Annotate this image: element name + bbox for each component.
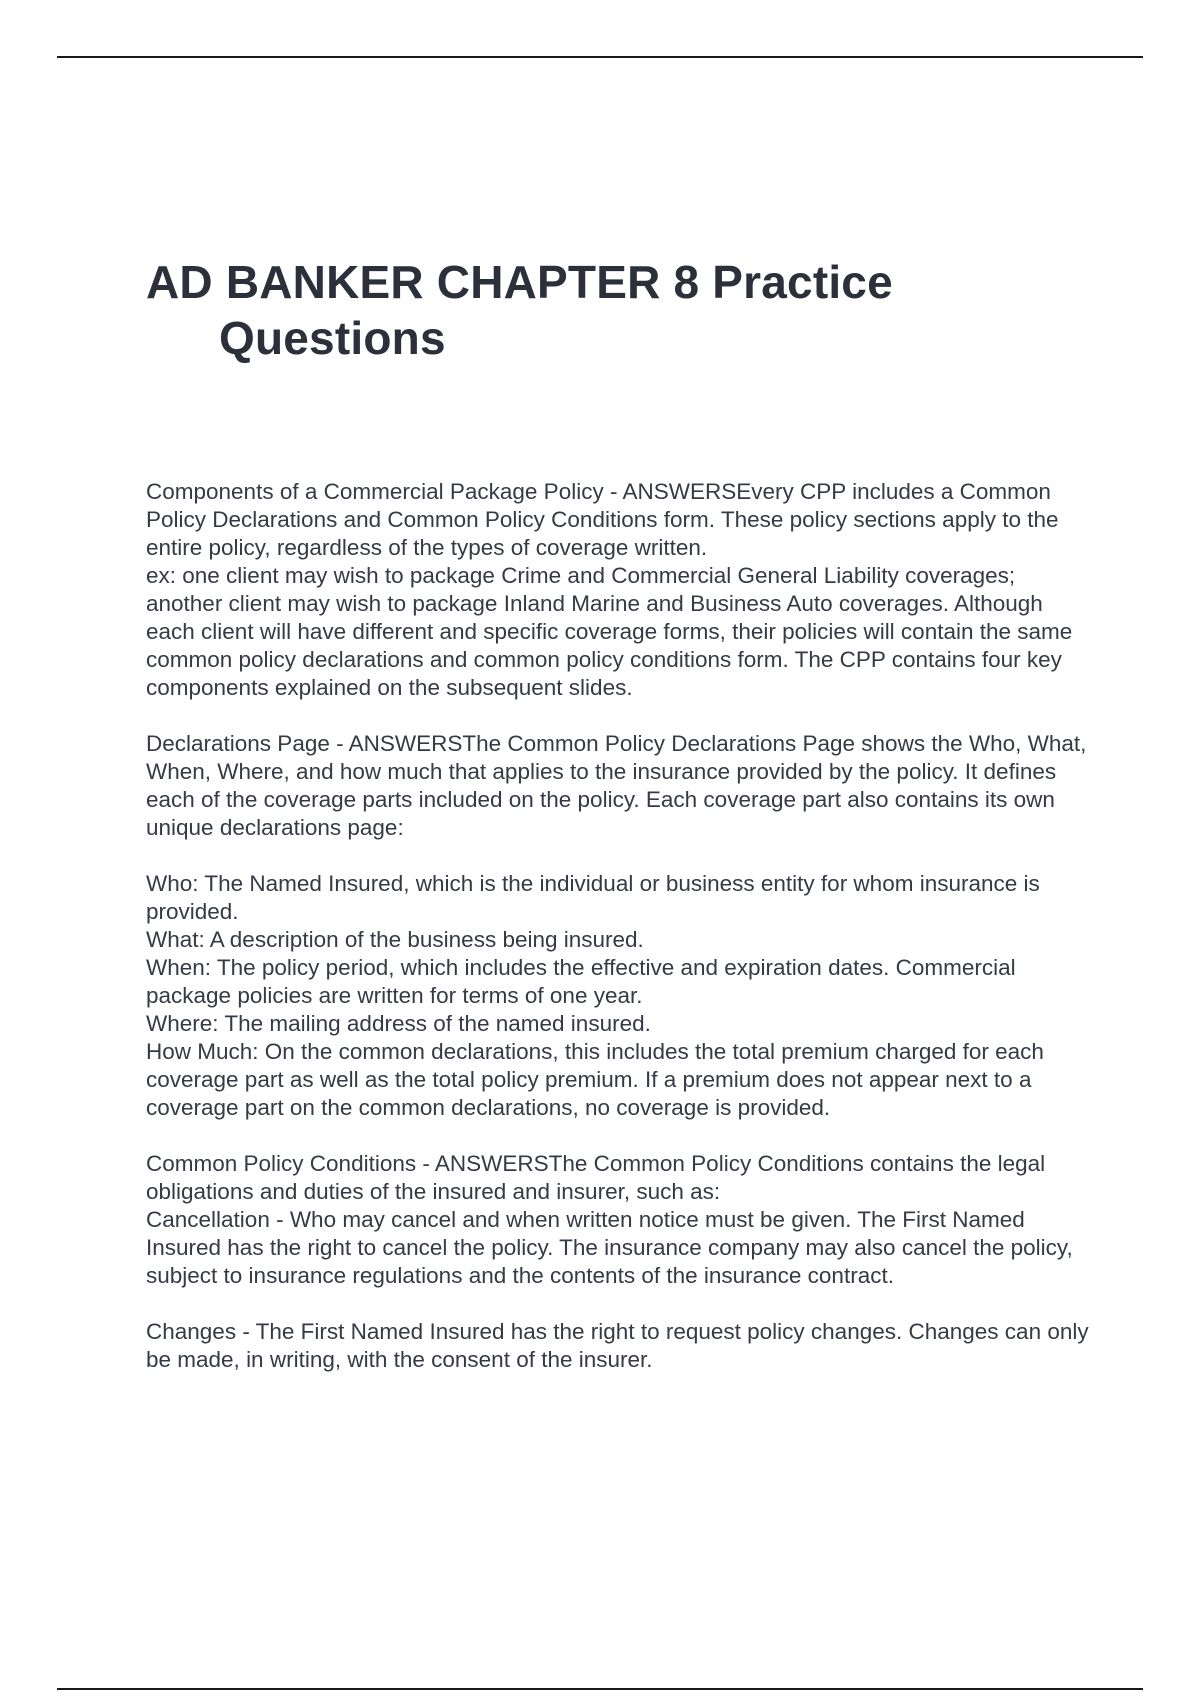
paragraph: Components of a Commercial Package Policy - ANSWERSEvery CPP includes a Common Policy Declarations and Common Policy Conditions form. These policy sections apply to the entire policy, regardless of the types of coverage written. <box>146 479 1059 560</box>
paragraph: When: The policy period, which includes the effective and expiration dates. Commercial package policies are written for terms of one year. <box>146 955 1016 1008</box>
page-title <box>146 254 1106 366</box>
page-title-line-1: AD BANKER CHAPTER 8 Practice <box>146 256 893 308</box>
page-title-line-2: Questions <box>219 312 446 364</box>
paragraph: Declarations Page - ANSWERSThe Common Policy Declarations Page shows the Who, What, When, Where, and how much that applies to the insurance provided by the policy. It defines each of the coverage parts included on the policy. Each coverage part also contains its own unique declarations page: <box>146 731 1087 840</box>
paragraph: ex: one client may wish to package Crime and Commercial General Liability coverages; another client may wish to package Inland Marine and Business Auto coverages. Although each client will have different and specific coverage forms, their policies will contain the same common policy declarations and common policy conditions form. The CPP contains four key components explained on the subsequent slides. <box>146 563 1073 700</box>
paragraph: Changes - The First Named Insured has the right to request policy changes. Changes can only be made, in writing, with the consent of the insurer. <box>146 1319 1089 1372</box>
paragraph: Where: The mailing address of the named insured. <box>146 1011 651 1036</box>
qa-block-changes <box>146 1318 1096 1374</box>
qa-block-declarations <box>146 730 1096 842</box>
declarations-list <box>146 870 1096 1122</box>
top-divider <box>57 56 1143 58</box>
bottom-divider <box>57 1688 1143 1690</box>
paragraph: Who: The Named Insured, which is the individual or business entity for whom insurance is provided. <box>146 871 1040 924</box>
paragraph: What: A description of the business being insured. <box>146 927 644 952</box>
paragraph: Cancellation - Who may cancel and when written notice must be given. The First Named Insured has the right to cancel the policy. The insurance company may also cancel the policy, subject to insurance regulations and the contents of the insurance contract. <box>146 1207 1073 1288</box>
qa-block-conditions <box>146 1150 1096 1290</box>
paragraph: How Much: On the common declarations, this includes the total premium charged for each coverage part as well as the total policy premium. If a premium does not appear next to a coverage part on the common declarations, no coverage is provided. <box>146 1039 1044 1120</box>
document-body <box>146 478 1096 1402</box>
qa-block-components <box>146 478 1096 702</box>
paragraph: Common Policy Conditions - ANSWERSThe Common Policy Conditions contains the legal obligations and duties of the insured and insurer, such as: <box>146 1151 1046 1204</box>
